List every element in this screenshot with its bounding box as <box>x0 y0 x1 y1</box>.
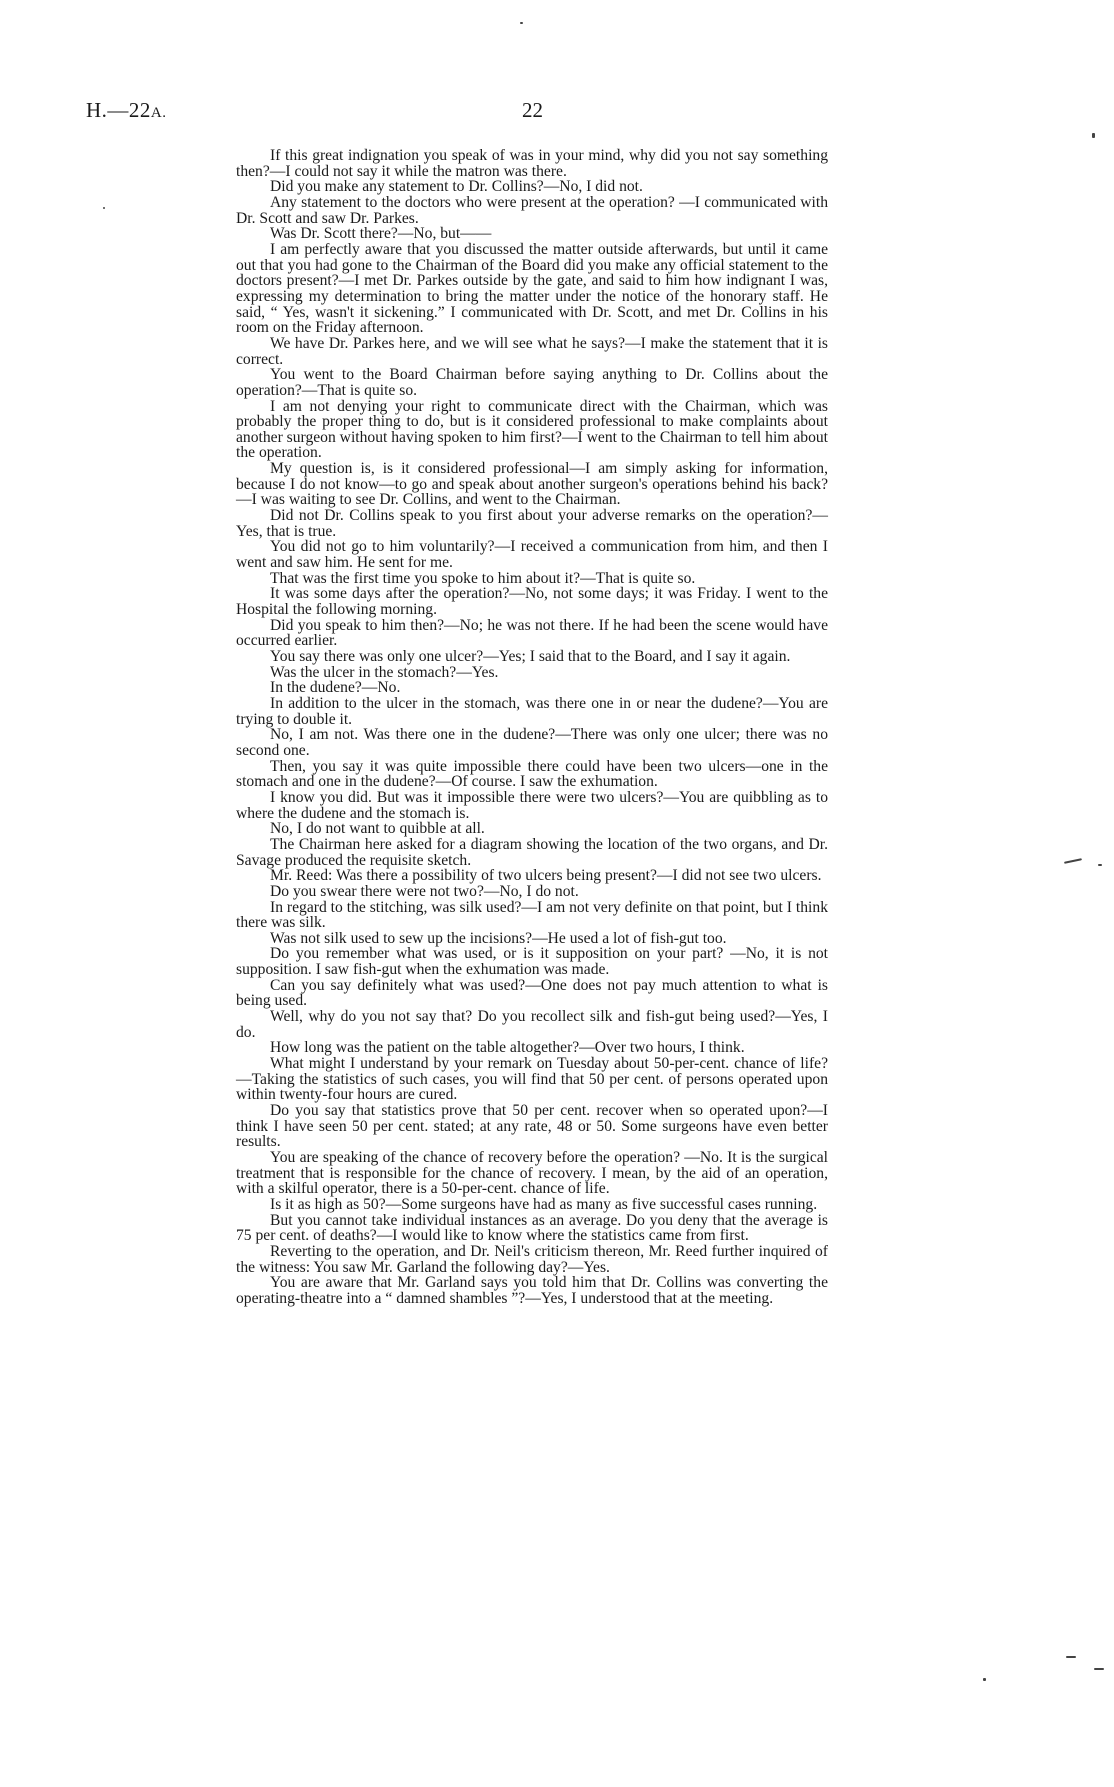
testimony-paragraph: Do you remember what was used, or is it supposition on your part? —No, it is not supposition. I saw fish-gut when the exhumation was made. <box>236 945 828 979</box>
testimony-paragraph: Any statement to the doctors who were present at the operation? —I communicated with Dr. Scott and saw Dr. Parkes. <box>236 193 828 227</box>
page-number: 22 <box>522 98 543 122</box>
testimony-paragraph: The Chairman here asked for a diagram showing the location of the two organs, and Dr. Savage produced the requisite sketch. <box>236 835 828 869</box>
testimony-text <box>236 148 828 1307</box>
testimony-paragraph: Do you swear there were not two?—No, I do not. <box>270 882 579 900</box>
testimony-paragraph: How long was the patient on the table altogether?—Over two hours, I think. <box>270 1039 745 1057</box>
testimony-paragraph: No, I am not. Was there one in the dudene?—There was only one ulcer; there was no second one. <box>236 726 828 759</box>
scan-speck <box>1092 133 1095 138</box>
testimony-paragraph: You did not go to him voluntarily?—I received a communication from him, and then I went and saw him. He sent for me. <box>236 538 828 572</box>
testimony-paragraph: Did you speak to him then?—No; he was not there. If he had been the scene would have occurred earlier. <box>236 616 828 650</box>
scan-speck <box>1064 858 1082 864</box>
scan-speck <box>1094 1668 1104 1670</box>
testimony-paragraph: If this great indignation you speak of was in your mind, why did you not say something then?—I could not say it while the matron was there. <box>236 147 828 180</box>
scan-speck <box>1066 1656 1076 1658</box>
testimony-paragraph: We have Dr. Parkes here, and we will see what he says?—I make the statement that it is correct. <box>236 334 828 368</box>
testimony-paragraph: No, I do not want to quibble at all. <box>270 820 485 838</box>
scan-speck <box>103 207 105 209</box>
testimony-paragraph: Can you say definitely what was used?—One does not pay much attention to what is being used. <box>236 976 828 1010</box>
testimony-paragraph: You are speaking of the chance of recovery before the operation? —No. It is the surgical treatment that is responsible for the chance of recovery. I mean, by the aid of an operation, with a skilful operator, there is a 50-per-cent. chance of life. <box>236 1149 828 1198</box>
testimony-paragraph: Is it as high as 50?—Some surgeons have had as many as five successful cases running. <box>270 1195 818 1213</box>
document-reference <box>86 98 167 123</box>
testimony-paragraph: Reverting to the operation, and Dr. Neil's criticism thereon, Mr. Reed further inquired of the witness: You saw Mr. Garland the following day?—Yes. <box>236 1242 828 1276</box>
scan-speck <box>1098 864 1102 866</box>
testimony-paragraph: In the dudene?—No. <box>270 679 401 697</box>
testimony-paragraph: But you cannot take individual instances as an average. Do you deny that the average is 75 per cent. of deaths?—I would like to know where the statistics came from first. <box>236 1211 828 1245</box>
testimony-paragraph: Was the ulcer in the stomach?—Yes. <box>270 663 499 681</box>
testimony-paragraph: Did not Dr. Collins speak to you first about your adverse remarks on the operation?—Yes, that is true. <box>236 507 828 540</box>
testimony-paragraph: You say there was only one ulcer?—Yes; I said that to the Board, and I say it again. <box>270 648 791 665</box>
testimony-paragraph: Do you say that statistics prove that 50 per cent. recover when so operated upon?—I think I have seen 50 per cent. stated; at any rate, 48 or 50. Some surgeons have even better results. <box>236 1102 828 1151</box>
testimony-paragraph: I am not denying your right to communicate direct with the Chairman, which was probably the proper thing to do, but is it considered professional to make complaints about another surgeon without having spoken to him first?—I went to the Chairman to tell him about the operation. <box>236 397 828 462</box>
testimony-paragraph: It was some days after the operation?—No, not some days; it was Friday. I went to the Hospital the following morning. <box>236 585 828 619</box>
testimony-paragraph: What might I understand by your remark on Tuesday about 50-per-cent. chance of life?—Taking the statistics of such cases, you will find that 50 per cent. of persons operated upon within twenty-four hours are cured. <box>236 1055 828 1104</box>
testimony-paragraph: I am perfectly aware that you discussed the matter outside afterwards, but until it came out that you had gone to the Chairman of the Board did you make any official statement to the doctors present?—I met Dr. Parkes outside by the gate, and said to him how indignant I was, expressing my determination to bring the matter under the notice of the honorary staff. He said, “ Yes, wasn't it sickening.” I communicated with Dr. Scott, and met Dr. Collins in his room on the Friday afternoon. <box>236 240 828 337</box>
testimony-paragraph: Well, why do you not say that? Do you recollect silk and fish-gut being used?—Yes, I do. <box>236 1008 828 1041</box>
testimony-paragraph: My question is, is it considered professional—I am simply asking for information, because I do not know—to go and speak about another surgeon's operations behind his back?—I was waiting to see Dr. Collins, and went to the Chairman. <box>236 460 828 509</box>
scan-speck <box>983 1678 986 1681</box>
testimony-paragraph: Mr. Reed: Was there a possibility of two ulcers being present?—I did not see two ulcers. <box>270 867 822 885</box>
testimony-paragraph: You are aware that Mr. Garland says you told him that Dr. Collins was converting the operating-theatre into a “ damned shambles ”?—Yes, I understood that at the meeting. <box>236 1274 828 1307</box>
testimony-paragraph: I know you did. But was it impossible there were two ulcers?—You are quibbling as to where the dudene and the stomach is. <box>236 788 828 822</box>
testimony-paragraph: Did you make any statement to Dr. Collins?—No, I did not. <box>270 178 643 196</box>
testimony-paragraph: In addition to the ulcer in the stomach, was there one in or near the dudene?—You are trying to double it. <box>236 694 828 728</box>
scan-speck <box>520 22 523 24</box>
reference-main: H.—22 <box>86 98 151 122</box>
testimony-paragraph: That was the first time you spoke to him about it?—That is quite so. <box>270 569 696 587</box>
reference-suffix: A. <box>150 105 167 121</box>
testimony-paragraph: Was not silk used to sew up the incisions?—He used a lot of fish-gut too. <box>270 929 727 947</box>
testimony-paragraph: In regard to the stitching, was silk used?—I am not very definite on that point, but I think there was silk. <box>236 898 828 932</box>
testimony-paragraph: Then, you say it was quite impossible there could have been two ulcers—one in the stomach and one in the dudene?—Of course. I saw the exhumation. <box>236 757 828 791</box>
testimony-paragraph: Was Dr. Scott there?—No, but—— <box>270 225 492 243</box>
testimony-paragraph: You went to the Board Chairman before saying anything to Dr. Collins about the operation?—That is quite so. <box>236 366 828 399</box>
